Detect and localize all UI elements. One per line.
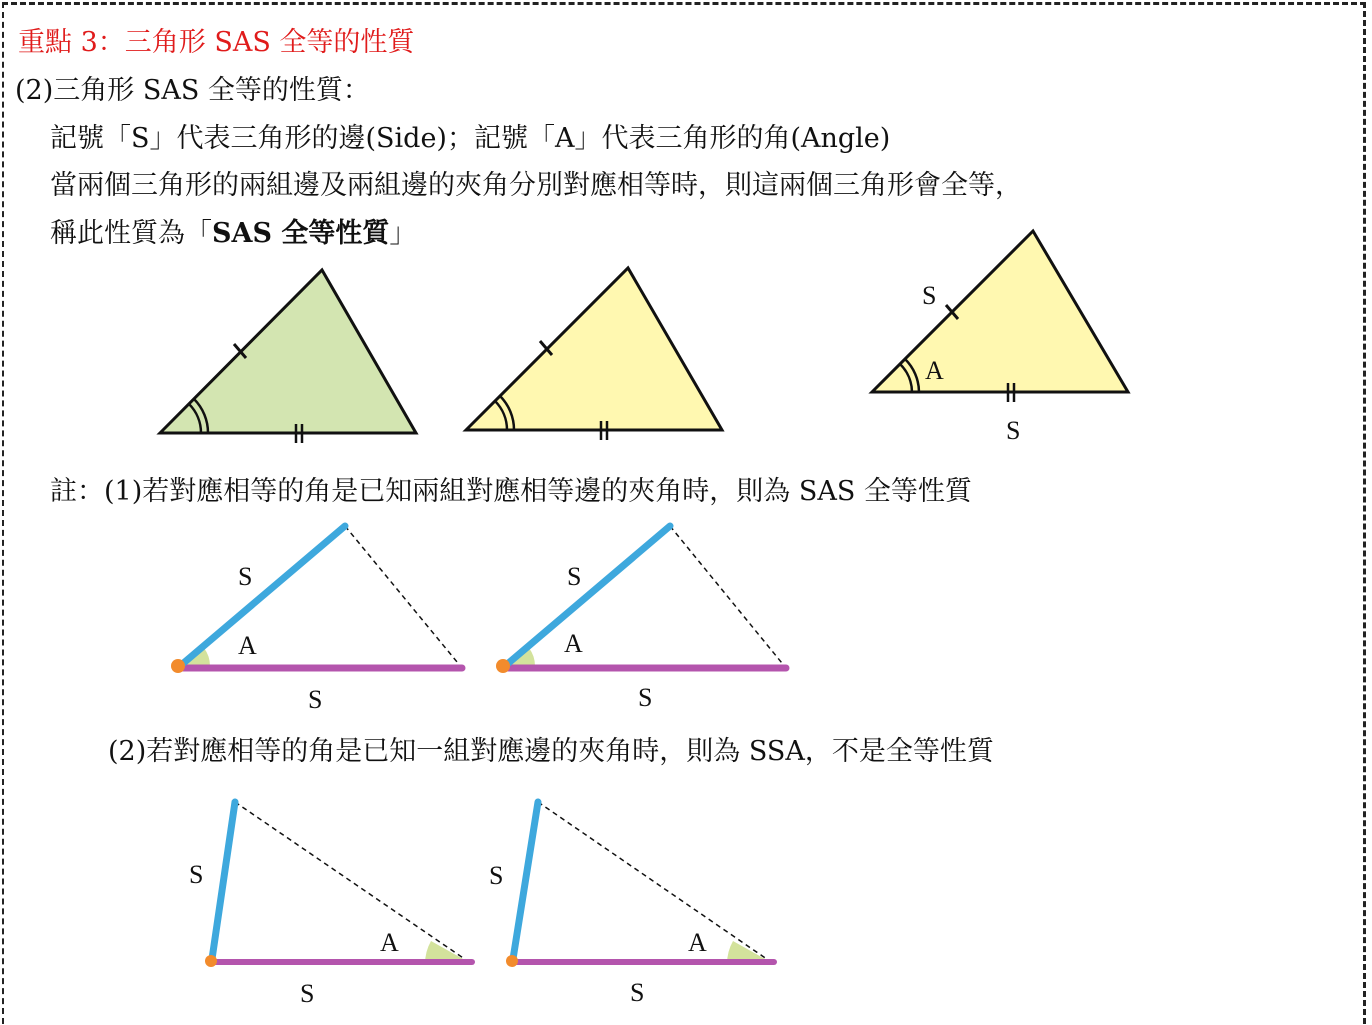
- side-label: S: [189, 860, 204, 889]
- property-name: SAS 全等性質: [212, 218, 390, 249]
- vertex-dot: [496, 659, 510, 673]
- closing-side-dashed: [670, 526, 786, 668]
- side-label: S: [308, 685, 323, 714]
- angle-label: A: [925, 356, 944, 385]
- ssa-figure-1: [189, 802, 472, 1008]
- closing-side-dashed: [345, 526, 462, 668]
- side-blue: [180, 526, 345, 666]
- sas-figure-1: [171, 526, 462, 714]
- angle-label: A: [380, 928, 399, 957]
- triangle-labeled: [872, 231, 1128, 445]
- angle-label: A: [688, 928, 707, 957]
- angle-label: A: [238, 631, 257, 660]
- side-label: S: [922, 281, 937, 310]
- side-label: S: [567, 562, 582, 591]
- vertex-dot: [171, 659, 185, 673]
- triangle-yellow: [466, 268, 722, 440]
- side-label: S: [238, 562, 253, 591]
- page-heading: 重點 3：三角形 SAS 全等的性質: [18, 27, 415, 58]
- ssa-figure-2: [489, 802, 774, 1007]
- side-label: S: [489, 861, 504, 890]
- sas-figure-2: [496, 526, 786, 712]
- triangle-green: [160, 270, 416, 443]
- side-blue: [513, 802, 538, 959]
- vertex-dot: [205, 955, 217, 967]
- side-label: S: [1006, 416, 1021, 445]
- side-label: S: [300, 979, 315, 1008]
- section-title: (2)三角形 SAS 全等的性質：: [15, 75, 370, 106]
- side-label: S: [638, 683, 653, 712]
- notation-line: 記號「S」代表三角形的邊(Side)；記號「A」代表三角形的角(Angle): [50, 123, 891, 154]
- triangle-yellow-shape: [466, 268, 722, 430]
- angle-label: A: [564, 629, 583, 658]
- closing-side-dashed: [235, 802, 472, 964]
- note-1: 註：(1)若對應相等的角是已知兩組對應相等邊的夾角時，則為 SAS 全等性質: [50, 476, 972, 507]
- side-label: S: [630, 978, 645, 1007]
- closing-side-dashed: [538, 802, 774, 964]
- side-blue: [505, 526, 670, 666]
- triangle-labeled-shape: [872, 231, 1128, 392]
- note-2: (2)若對應相等的角是已知一組對應邊的夾角時，則為 SSA，不是全等性質: [108, 736, 994, 767]
- vertex-dot: [506, 955, 518, 967]
- property-prefix: 稱此性質為「: [50, 218, 212, 249]
- triangle-green-shape: [160, 270, 416, 433]
- property-suffix: 」: [389, 218, 417, 249]
- side-blue: [212, 802, 235, 959]
- definition-line: 當兩個三角形的兩組邊及兩組邊的夾角分別對應相等時，則這兩個三角形會全等，: [50, 170, 1022, 201]
